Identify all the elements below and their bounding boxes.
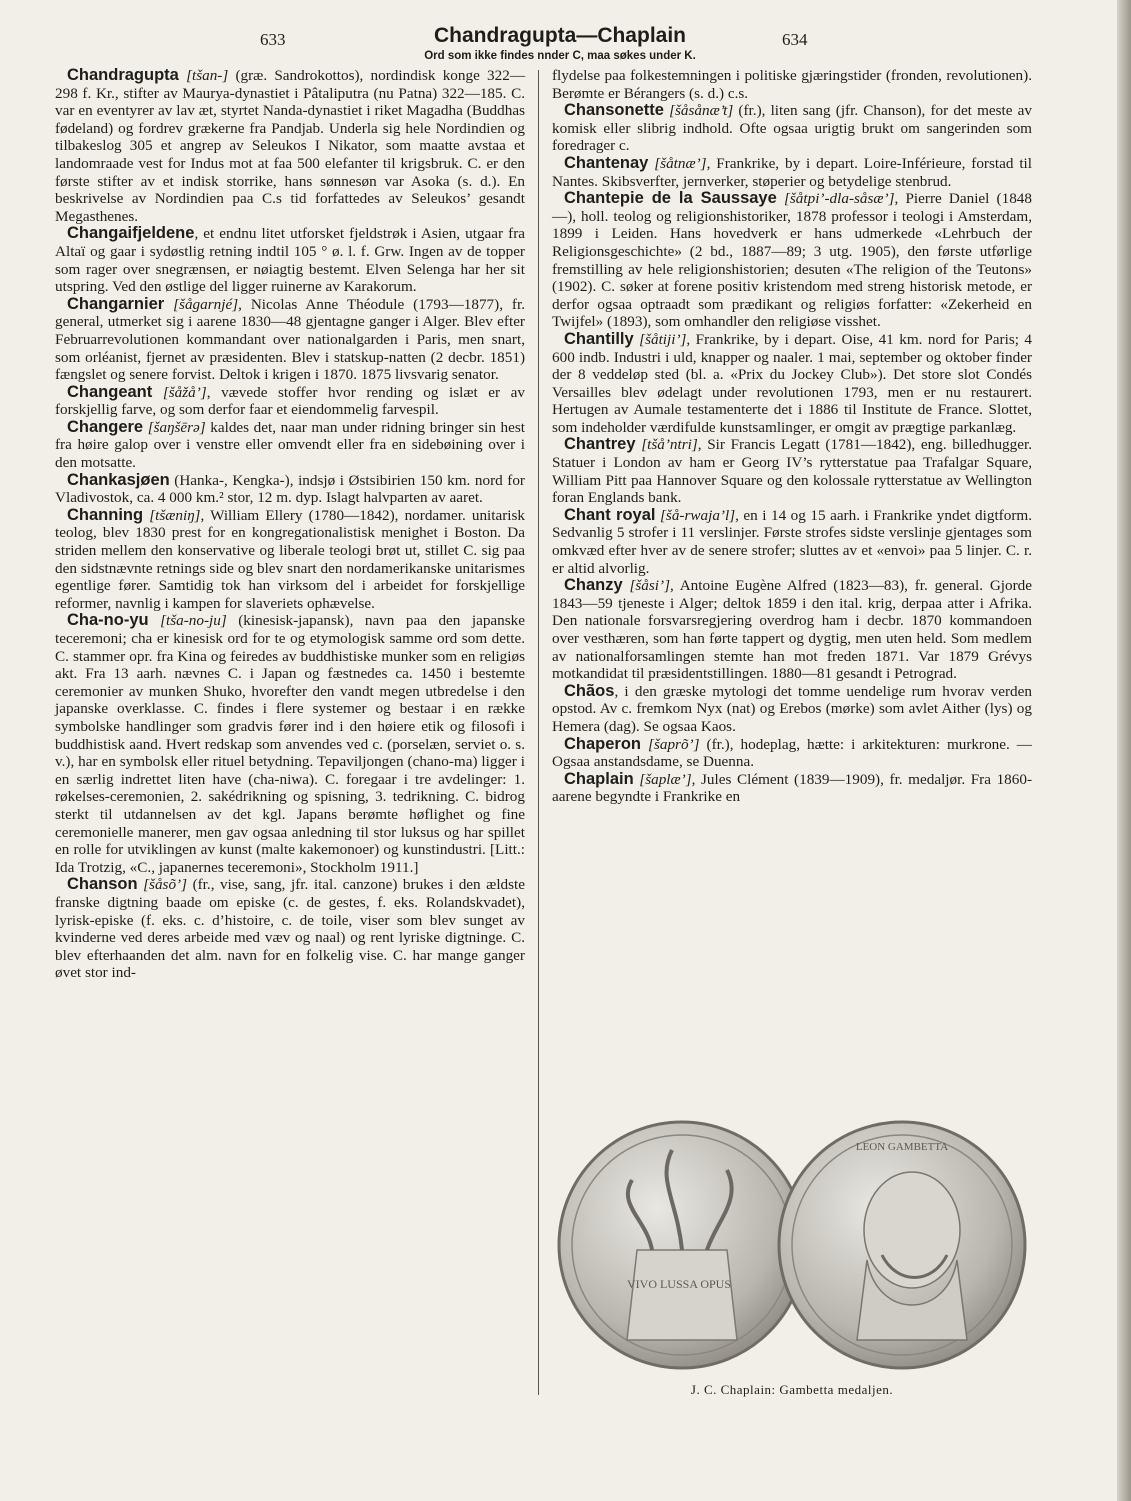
entry-text: , Jules Clément (1839—1909), fr. medaljør. Fra 1860-aarene begyndte i Frankrike en [552,770,1033,806]
dictionary-entry [552,683,1032,736]
entry-pronunciation: [šaŋšērə] [147,418,206,436]
entry-headword: Chant royal [564,505,656,524]
right-column [552,67,1032,806]
entry-text: (græ. Sandrokottos), nordindisk konge 322—298 f. Kr., stifter av Maurya-dynastiet i Pâtaliputra (nu Patna) 322—185. C. var en eventyrer av lav æt, styrtet Nanda-dynastiet i riket Magadha (Buddhas fødeland) og fordrev grækerne fra Pandjab. Underla sig hele Nordindien og tilbakeslog 305 et angrep av Seleukos I Nikator, som maatte avstaa et landomraade vest for Indus mot at faa 500 elefanter til krigsbruk. C. er den første stifter av et indisk storrike, hans sønnesøn var Asoka (s. d.). En beskrivelse av Nordindien paa C.s tid forfattedes av Seleukos’ gesandt Megasthenes. [55,67,526,225]
dictionary-entry [55,419,525,472]
dictionary-entry [55,472,525,507]
medal-portrait-inscription: LEON GAMBETTA [855,1141,949,1153]
entry-text: , i den græske mytologi det tomme uendelige rum hvorav verden opstod. Av c. fremkom Nyx (nat) og Erebos (mørke) som avlet Aither (lys) og Hemera (dag). Se ogsaa Kaos. [552,682,1032,735]
entry-pronunciation: [šåtiji’] [639,330,687,348]
dictionary-entry [552,67,1032,102]
entry-headword: Chankasjøen [67,470,170,489]
entry-pronunciation: [šågarnjé] [173,295,239,313]
entry-text: , Nicolas Anne Théodule (1793—1877), fr. general, utmerket sig i aarene 1830—48 gjentagne ganger i Alger. Blev efter Februarrevolutionen kommandant over nationalgarden i Paris, men snart, som orléanist, fjernet av præsidenten. Blev i statskup-natten (2 decbr. 1851) fængslet og senere forvist. Deltok i krigen i 1870. 1875 livsvarig senator. [55,295,526,384]
entry-pronunciation: [šaprõ’] [648,735,700,753]
entry-text: , en i 14 og 15 aarh. i Frankrike yndet digtform. Sedvanlig 5 strofer i 11 verslinjer. Første strofes sidste verslinje gjentages som omkvæd efter hver av de senere strofer; sluttes av et «envoi» paa 5 linjer. C. r. er altid alvorlig. [552,506,1032,577]
entry-headword: Chantrey [564,435,636,454]
entry-pronunciation: [tšå’ntri] [641,436,698,454]
entry-headword: Chandragupta [67,66,179,84]
entry-headword: Changarnier [67,294,165,313]
medal-inscription: VIVO LUSSA OPUS [626,1277,732,1291]
header-note: Ord som ikke findes nnder C, maa søkes under K. [424,50,696,62]
dictionary-entry [552,436,1032,506]
entry-text: , Frankrike, by i depart. Loire-Inférieure, forstad til Nantes. Skibsverfter, jernverker, støperier og betydelige stenbrud. [552,154,1032,190]
left-column [55,67,525,982]
dictionary-entry [55,507,525,613]
dictionary-entry [552,507,1032,577]
dictionary-entry [55,876,525,982]
entry-headword: Cha-no-yu [67,611,149,630]
entry-headword: Channing [67,505,144,524]
entry-headword: Chanson [67,875,138,894]
entry-headword: Chantepie de la Saussaye [564,189,777,208]
entry-text: , Pierre Daniel (1848—), holl. teolog og religionshistoriker, 1878 professor i teologi i Amsterdam, 1899 i Leiden. Hans hovedverk er hans udmerkede «Lehrbuch der Religionsgeschichte» (2 bd., 1887—89; 3 utg. 1905), den første utførlige fremstilling av hele religionshistorien; desuten «The religion of the Teutons» (1902). C. søker at forene positiv kristendom med streng historisk metode, er derfor ogsaa optraadt som prædikant og religiøs forfatter: «Zekerheid en Twijfel» (1893), som omhandler den religiøse visshet. [552,190,1032,331]
dictionary-entry [55,612,525,876]
entry-headword: Changere [67,417,144,436]
entry-headword: Chanzy [564,576,623,595]
medal-figure [557,1110,1027,1380]
dictionary-entry [552,331,1032,437]
dictionary-entry [55,296,525,384]
page-edge [1117,0,1131,1501]
medal-reverse [779,1122,1025,1368]
entry-text: , vævede stoffer hvor rending og islæt er av forskjellig farve, og som derfor faar et eiendommelig farvespil. [55,383,525,419]
dictionary-entry [552,577,1032,683]
entry-pronunciation: [šåsõ’] [143,876,188,894]
entry-pronunciation: [šåsånæ’t] [669,102,734,120]
dictionary-entry [552,102,1032,155]
dictionary-entry [552,771,1032,806]
dictionary-entry [55,225,525,295]
entry-text: kaldes det, naar man under ridning bringer sin hest fra høire galop over i venstre eller omvendt eller fra en sidebøining over i den motsatte. [55,418,526,472]
entry-headword: Chaperon [564,734,642,753]
entry-headword: Chaplain [564,769,634,788]
entry-headword: Changeant [67,382,153,401]
entry-text: (Hanka-, Kengka-), indsjø i Østsibirien 150 km. nord for Vladivostok, ca. 4 000 km.² stor, 12 m. dyp. Islagt halvparten av aaret. [55,471,525,507]
dictionary-entry [552,155,1032,190]
dictionary-entry [552,190,1032,331]
entry-headword: Chãos [564,681,615,700]
dictionary-entry [552,736,1032,771]
entry-pronunciation: [šåtpi’-dla-såsæ’] [783,190,895,208]
entry-pronunciation: [šå-rwaja’l] [660,506,736,524]
entry-text: , Sir Francis Legatt (1781—1842), eng. billedhugger. Statuer i London av ham er Georg IV’s rytterstatue paa Trafalgar Square, William Pitt paa Hannover Square og den kolossale rytterstatue av Wellington foran Englands bank. [552,436,1032,507]
entry-text: , Antoine Eugène Alfred (1823—83), fr. general. Gjorde 1843—59 tjeneste i Alger; deltok 1859 i den ital. krig, derpaa atter i Afrika. Den nationale forsvarsregjering overdrog ham i decbr. 1870 kommandoen over vesthæren, som han førte tappert og dygtig, men uten held. Som medlem av nationalforsamlingen stemte han mot freden 1871. Var 1879 Grévys motkandidat til præsidentstillingen. 1880—81 gesandt i Petrograd. [552,577,1033,683]
entry-headword: Chantilly [564,329,634,348]
entry-text: , Frankrike, by i depart. Oise, 41 km. nord for Paris; 4 600 indb. Industri i uld, knapper og naaler. 1 mai, september og oktober finder der 8 veddeløp sted (bl. a. «Prix du Jockey Club»). Det store slot Condés Versailles blev ødelagt under revolutionen 1793, men er nu restaurert. Hertugen av Aumale testamenterte det i 1886 til Institute de France. Slottet, som indeholder værdifulde kunstsamlinger, er omgit av prægtige parkanlæg. [552,330,1033,436]
entry-pronunciation: [tša-no-ju] [160,612,227,630]
medal-obverse [559,1122,805,1368]
entry-pronunciation: [šaplæ’] [639,770,692,788]
entry-text: , et endnu litet utforsket fjeldstrøk i Asien, utgaar fra Altaï og gaar i sydøstlig retning indtil 105 ° ø. l. f. Grw. Ingen av de topper som rager over snegrænsen, er nøiagtig bestemt. Elven Selenga har her sit utspring. Ved den østlige del ligger ruinerne av Karakorum. [55,225,525,296]
entry-text: (fr.), hodeplag, hætte: i arkitekturen: murkrone. — Ogsaa anstandsdame, se Duenna. [552,735,1032,771]
entry-text: (kinesisk-japansk), navn paa den japanske teceremoni; cha er kinesisk ord for te og etymologisk samme ord som dette. C. stammer opr. fra Kina og feiredes av buddhistiske munker som en religiøs akt. Fra 13 aarh. nævnes C. i Japan og fæstnedes ca. 1450 i bestemte ceremonier av munken Shuko, hvorefter den vandt megen utbredelse i den japanske overklasse. C. findes i flere systemer og bestaar i en række symbolske handlinger som gradvis fører ind i den høiere etik og filosofi i buddhistisk aand. Hvert redskap som anvendes ved c. (porselæn, serviet o. s. v.), har en symbolsk eller rituel betydning. Tepaviljongen (chano-ma) ligger i en særlig indrettet liten have (cha-niwa). C. foregaar i tre avdelinger: 1. røkelses-ceremonien, 2. sakédrikning og spisning, 3. tedrikning. C. bidrog sterkt til utdannelsen av det kgl. Japans berømte høflighet og fine ceremonielle manerer, men gav ogsaa anledning til stor luksus og har spillet en rolle for utviklingen av kunst (malte kakemonoer) og kunstindustri. [Litt.: Ida Trotzig, «C., japanernes teceremoni», Stockholm 1911.] [55,612,526,876]
entry-text: , William Ellery (1780—1842), nordamer. unitarisk teolog, blev 1830 prest for en kongregationalistisk menighet i Boston. Da striden mellem den konservative og liberale teologi brøt ut, stillet C. sig paa den sidstnævnte retnings side og blev snart den nordamerikanske unitarismes egentlige fører. Samtidig tok han virksom del i arbeidet for forskjellige reformer, navnlig i kampen for slaveriets ophævelse. [55,506,526,612]
column-divider [538,70,539,1395]
dictionary-entry [55,67,525,225]
entry-pronunciation: [šåtnæ’] [654,154,707,172]
entry-pronunciation: [šåžå’] [162,383,207,401]
figure-caption: J. C. Chaplain: Gambetta medaljen. [690,1382,894,1397]
entry-pronunciation: [tšæniŋ] [149,506,201,524]
entry-pronunciation: [tšan-] [186,67,229,84]
entry-headword: Changaifjeldene [67,224,195,243]
entry-headword: Chantenay [564,153,649,172]
entry-headword: Chansonette [564,101,664,120]
running-title: Chandragupta—Chaplain [433,24,686,47]
page-number-right: 634 [782,30,808,49]
page-number-left: 633 [260,30,286,49]
dictionary-entry [55,384,525,419]
entry-text: (fr.), liten sang (jfr. Chanson), for det meste av komisk eller slibrig indhold. Ofte ogsaa urigtig brukt om sangerinden som foredrager c. [552,102,1033,155]
entry-text: (fr., vise, sang, jfr. ital. canzone) brukes i den ældste franske digtning baade om episke (c. de gestes, f. eks. Rolandskvadet), lyrisk-episke (f. eks. c. d’histoire, c. de toile, viser som blev sunget av kvinderne ved deres arbeide med væv og naal) og rent lyriske digtninge. C. blev efterhaanden det alm. navn for en folkelig vise. C. har mange ganger øvet stor ind- [55,876,525,982]
entry-text: flydelse paa folkestemningen i politiske gjæringstider (fronden, revolutionen). Berømte er Bérangers (s. d.) c.s. [552,67,1032,102]
entry-pronunciation: [šåsi’] [629,577,670,595]
